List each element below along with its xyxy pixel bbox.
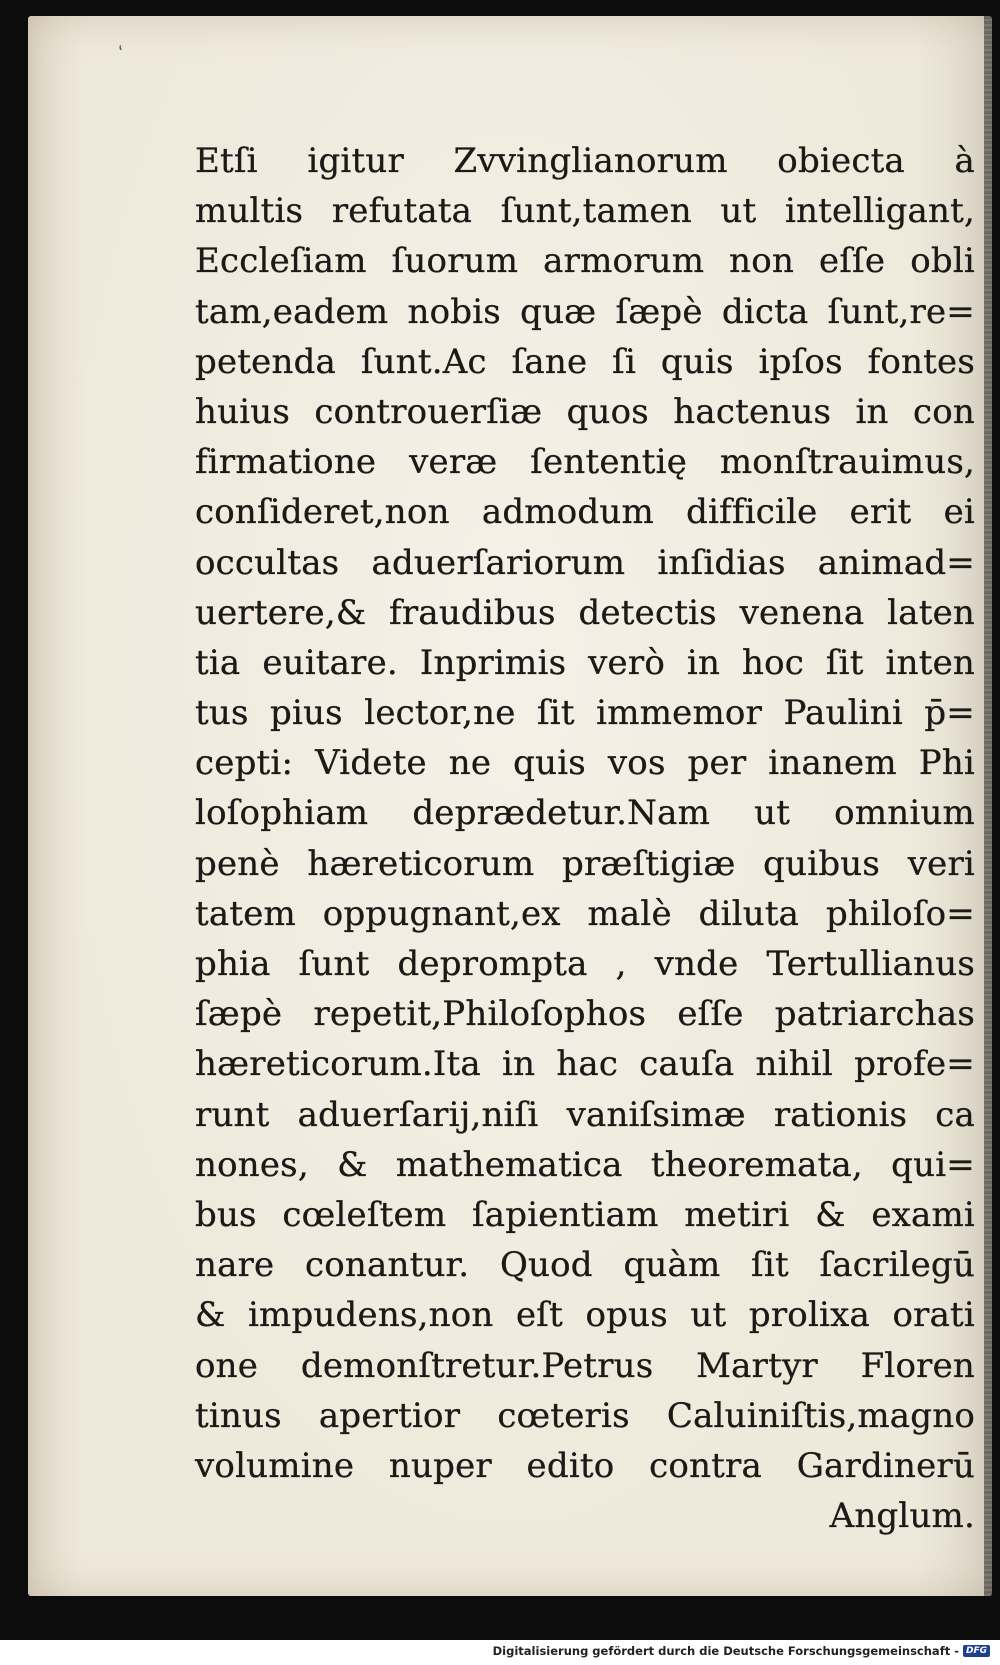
text-line: bus cœleſtem ſapientiam metiri & exami bbox=[195, 1194, 975, 1235]
text-line: tinus apertior cœteris Caluiniſtis,magno bbox=[195, 1395, 975, 1436]
text-line: tus pius lector,ne ſit immemor Paulini p̄= bbox=[195, 693, 975, 734]
footer-bar bbox=[0, 1640, 1000, 1665]
text-line: nare conantur. Quod quàm ſit ſacrilegū bbox=[195, 1245, 975, 1286]
text-line: Etſi igitur Zvvinglianorum obiecta à bbox=[195, 141, 975, 181]
text-line: runt aduerſarij,niſi vaniſsimæ rationis ca bbox=[195, 1094, 975, 1135]
text-line: petenda ſunt.Ac ſane ſi quis ipſos fontes bbox=[195, 341, 975, 382]
text-line: tam,eadem nobis quæ ſæpè dicta ſunt,re= bbox=[195, 291, 975, 332]
body-text bbox=[195, 136, 975, 1541]
text-line: multis refutata ſunt,tamen ut intelligant, bbox=[195, 191, 975, 232]
text-line: hæreticorum.Ita in hac cauſa nihil profe= bbox=[195, 1044, 975, 1085]
text-line: tatem oppugnant,ex malè diluta philoſo= bbox=[195, 893, 975, 934]
text-line: & impudens,non eſt opus ut prolixa orati bbox=[195, 1295, 975, 1336]
text-line: uertere,& fraudibus detectis venena laten bbox=[195, 592, 975, 633]
corner-mark: ‘ bbox=[115, 41, 131, 64]
dfg-logo-icon: DFG bbox=[963, 1645, 990, 1657]
text-line: Eccleſiam ſuorum armorum non eſſe obli bbox=[195, 241, 975, 282]
page-edge bbox=[984, 16, 992, 1596]
text-line: penè hæreticorum præſtigiæ quibus veri bbox=[195, 843, 975, 884]
text-line: ſæpè repetit,Philoſophos eſſe patriarchas bbox=[195, 994, 975, 1035]
text-line: phia ſunt deprompta , vnde Tertullianus bbox=[195, 944, 975, 984]
text-line: volumine nuper edito contra Gardinerū bbox=[195, 1445, 975, 1486]
text-line: one demonſtretur.Petrus Martyr Floren bbox=[195, 1345, 975, 1386]
text-line: cepti: Videte ne quis vos per inanem Phi bbox=[195, 743, 975, 784]
text-line: conſideret,non admodum difficile erit ei bbox=[195, 492, 975, 533]
credit-text: Digitalisierung gefördert durch die Deutsche Forschungsgemeinschaft - bbox=[492, 1644, 959, 1658]
catchword: Anglum. bbox=[829, 1496, 975, 1537]
text-line: tia euitare. Inprimis verò in hoc ſit inten bbox=[195, 642, 975, 683]
text-line: huius controuerſiæ quos hactenus in con bbox=[195, 391, 975, 432]
text-line: firmatione veræ ſententię monſtrauimus, bbox=[195, 442, 975, 483]
text-line: occultas aduerſariorum inſidias animad= bbox=[195, 542, 975, 583]
text-line: nones, & mathematica theoremata, qui= bbox=[195, 1144, 975, 1185]
digitization-credit bbox=[493, 1644, 990, 1658]
text-line: loſophiam deprædetur.Nam ut omnium bbox=[195, 793, 975, 834]
